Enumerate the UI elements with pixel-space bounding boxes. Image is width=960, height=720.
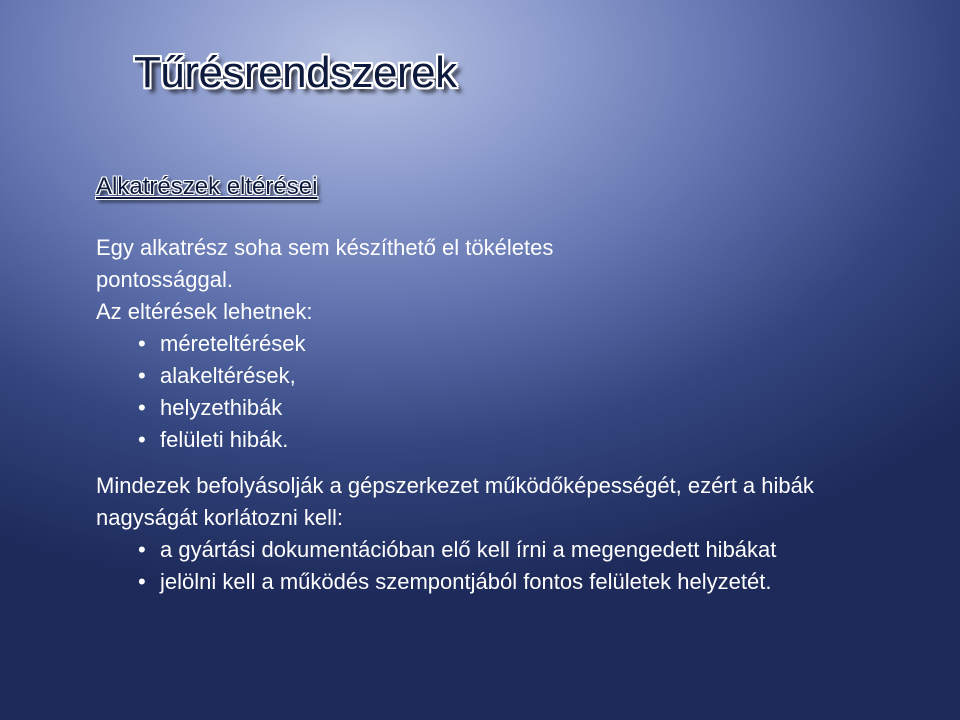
list-item: • méreteltérések [138, 328, 916, 360]
conclusion-paragraph: Mindezek befolyásolják a gépszerkezet működőképességét, ezért a hibák nagyságát korlátozni kell: [96, 473, 814, 530]
list-item: • helyzethibák [138, 392, 916, 424]
list-item: • felületi hibák. [138, 424, 916, 456]
spacer [96, 456, 916, 470]
section-heading: Alkatrészek eltérései [96, 173, 318, 200]
intro-paragraph: Egy alkatrész soha sem készíthető el tökéletes pontossággal. [96, 235, 554, 292]
deviations-intro: Az eltérések lehetnek: [96, 299, 313, 324]
list-item: • jelölni kell a működés szempontjából fontos felületek helyzetét. [138, 566, 818, 598]
slide-body [96, 232, 916, 598]
deviations-list [96, 328, 916, 456]
requirements-list [96, 534, 818, 598]
slide-title: Tűrésrendszerek [134, 48, 457, 97]
list-item: • a gyártási dokumentációban elő kell írni a megengedett hibákat [138, 534, 818, 566]
list-item: • alakeltérések, [138, 360, 916, 392]
